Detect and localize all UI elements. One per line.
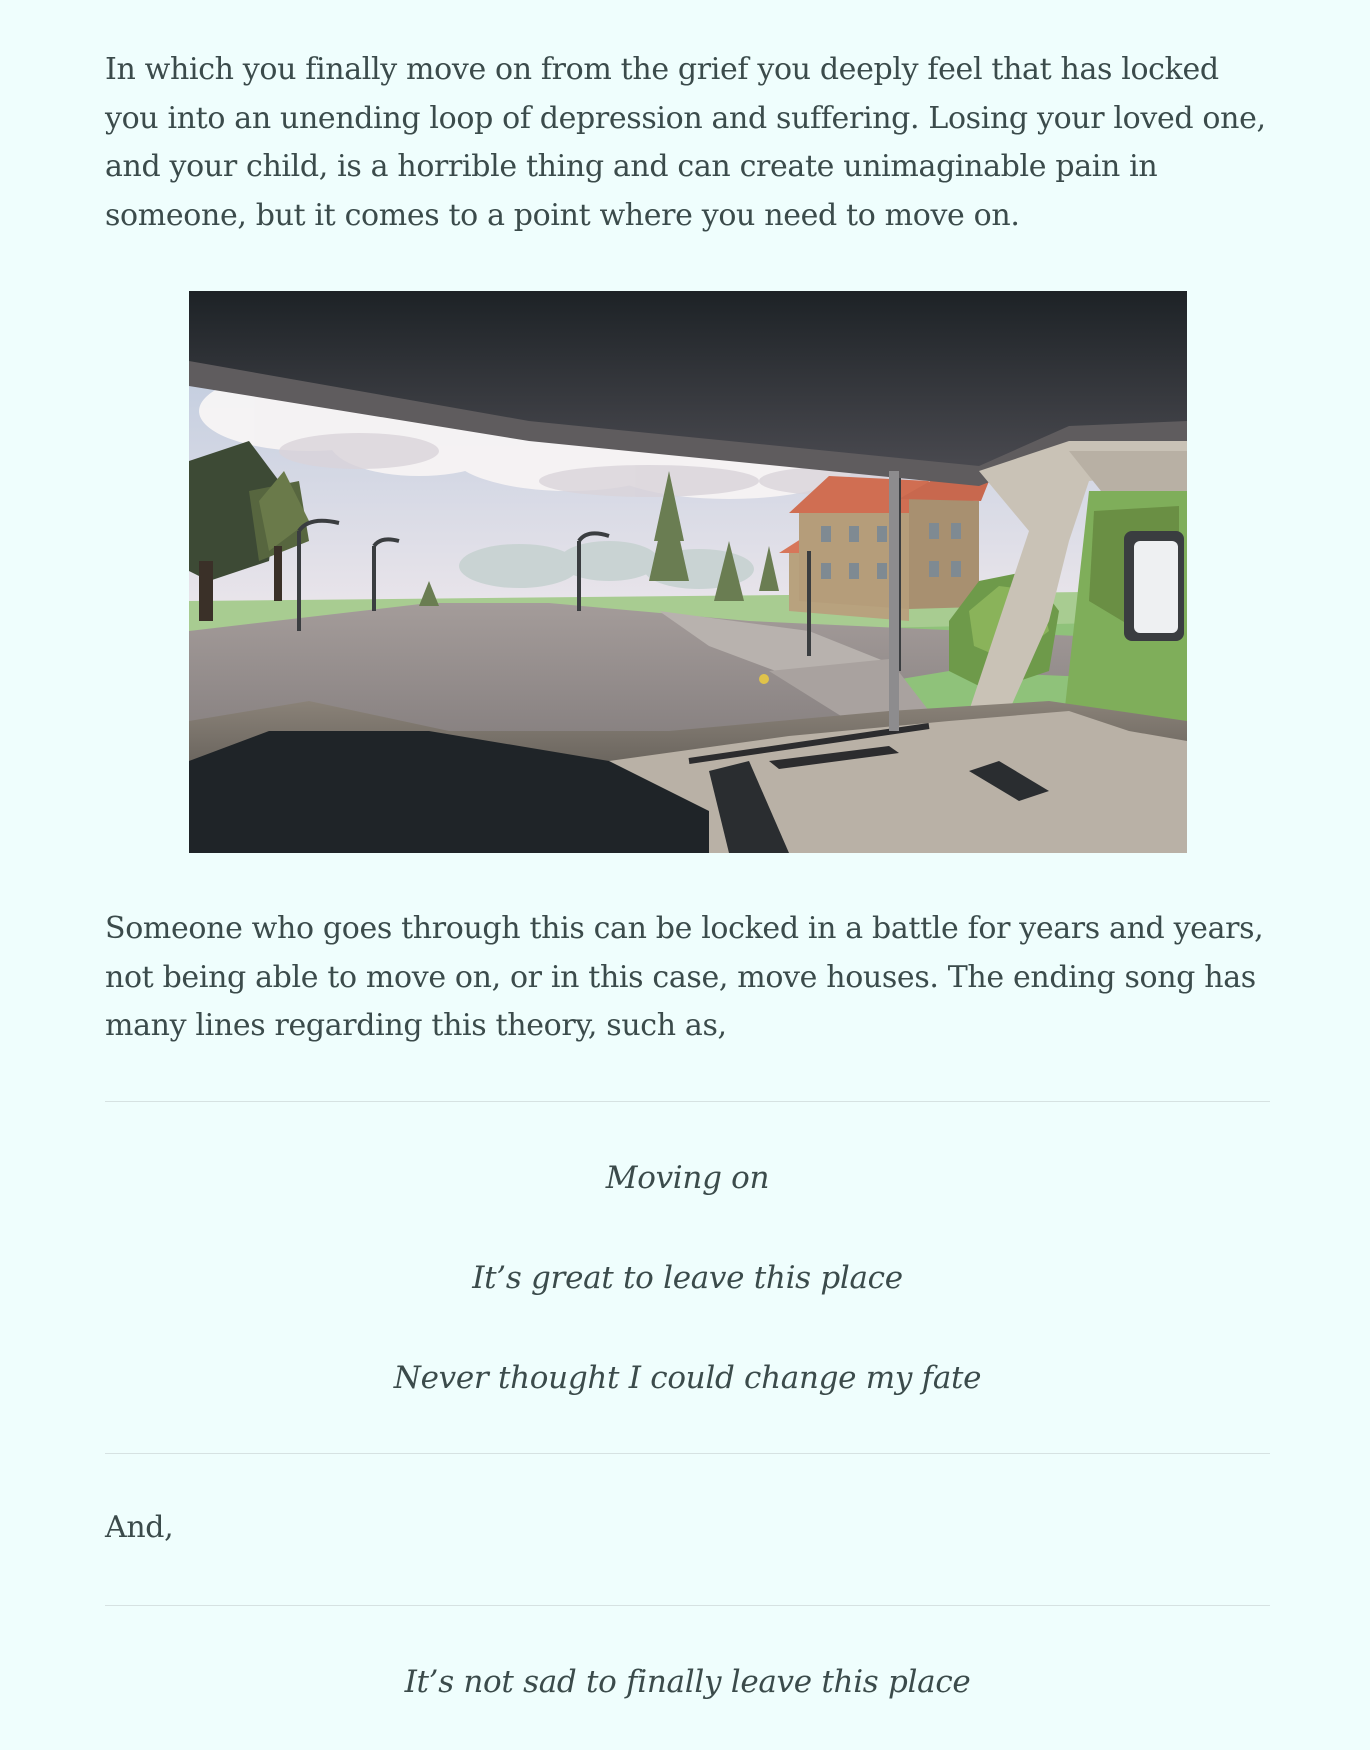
- game-screenshot-image: [189, 291, 1187, 853]
- divider-top: [105, 1101, 1270, 1102]
- lyric-line: Never thought I could change my fate: [393, 1360, 982, 1396]
- lyric-line: It’s great to leave this place: [472, 1260, 903, 1296]
- paragraph-theory: Someone who goes through this can be locked in a battle for years and years, not being able to move on, or in this case, move houses. The ending song has many lines regarding this theory, such as,: [105, 911, 1264, 1043]
- divider-middle: [105, 1453, 1270, 1454]
- paragraph-and: And,: [105, 1510, 174, 1545]
- divider-bottom: [105, 1605, 1270, 1606]
- lyric-line: It’s not sad to finally leave this place: [404, 1664, 971, 1700]
- paragraph-intro: In which you finally move on from the grief you deeply feel that has locked you into an unending loop of depression and suffering. Losing your loved one, and your child, is a horrible thing and can create unimaginable pain in someone, but it comes to a point where you need to move on.: [105, 52, 1266, 233]
- lyric-line: Moving on: [605, 1160, 770, 1196]
